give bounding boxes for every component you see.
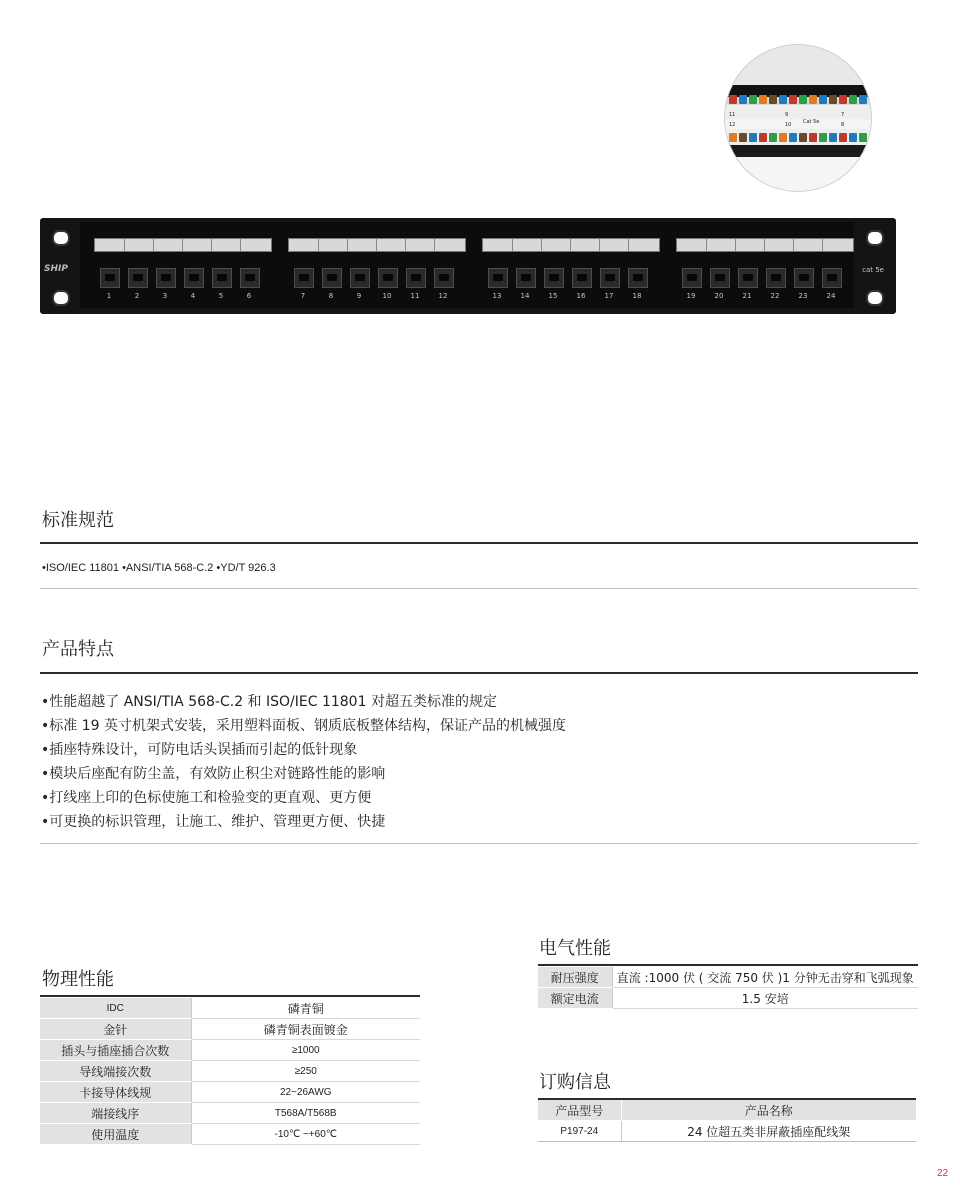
port-number: 9 [356,292,362,300]
wire-jack [749,133,757,142]
feature-item: •打线座上印的色标使施工和检验变的更直观、更方便 [41,790,372,806]
electrical-title: 电气性能 [539,938,611,959]
rj45-port [294,268,314,288]
spec-key: 耐压强度 [538,967,612,988]
spec-key: 金针 [40,1019,191,1040]
port-number: 17 [604,292,614,300]
wire-jack [829,95,837,104]
label-strip [288,238,466,252]
divider [40,588,918,589]
rj45-port [240,268,260,288]
electrical-table [538,967,918,1009]
zoom-label: 9 [785,112,789,118]
rj45-port [212,268,232,288]
port-number: 2 [134,292,140,300]
table-row [40,998,420,1019]
zoom-label: 8 [841,122,845,128]
table-row [40,1061,420,1082]
spec-key: 使用温度 [40,1124,191,1145]
rj45-port [766,268,786,288]
rj45-port [406,268,426,288]
ordering-table [538,1100,916,1142]
rj45-port [600,268,620,288]
table-row [40,1040,420,1061]
divider [40,672,918,674]
physical-title: 物理性能 [42,969,114,990]
rj45-port [572,268,592,288]
mount-hole [866,230,884,246]
port-number: 19 [686,292,696,300]
zoom-label: 12 [729,122,736,128]
wire-jack [819,133,827,142]
wire-jack [849,95,857,104]
wire-jack [799,95,807,104]
rj45-port [822,268,842,288]
port-number: 20 [714,292,724,300]
table-row [538,1121,916,1142]
port-number: 11 [410,292,420,300]
table-row [538,967,918,988]
mount-hole [52,230,70,246]
table-row [40,1082,420,1103]
mount-hole [866,290,884,306]
wire-jack [859,95,867,104]
rj45-port [628,268,648,288]
port-number: 7 [300,292,306,300]
rj45-port [434,268,454,288]
wire-jack [789,133,797,142]
rj45-port [516,268,536,288]
spec-value: 磷青铜表面镀金 [191,1019,420,1040]
wire-jack [789,95,797,104]
column-header: 产品型号 [538,1100,621,1121]
rj45-port [156,268,176,288]
column-header: 产品名称 [621,1100,916,1121]
port-number: 6 [246,292,252,300]
port-number: 23 [798,292,808,300]
rj45-port [100,268,120,288]
port-group [282,234,464,308]
wire-jack [729,133,737,142]
wire-jack [849,133,857,142]
mount-hole [52,290,70,306]
feature-item: •性能超越了 ANSI/TIA 568-C.2 和 ISO/IEC 11801 对超五类标准的规定 [41,694,497,710]
zoom-detail-image [724,44,872,192]
wire-jack [839,95,847,104]
wire-jack [759,133,767,142]
feature-item: •插座特殊设计，可防电话头误插而引起的低针现象 [41,742,358,758]
spec-value: 1.5 安培 [612,988,918,1009]
divider [40,542,918,544]
spec-value: 磷青铜 [191,998,420,1019]
wire-jack [829,133,837,142]
label-strip [676,238,854,252]
port-number: 3 [162,292,168,300]
port-group [476,234,658,308]
label-strip [94,238,272,252]
cat-label: cat 5e [862,266,884,274]
wire-jack [859,133,867,142]
rj45-port [378,268,398,288]
wire-jack [779,95,787,104]
panel-face [80,222,854,308]
rj45-port [184,268,204,288]
port-number: 5 [218,292,224,300]
spec-key: IDC [40,998,191,1019]
rj45-port [128,268,148,288]
spec-key: 导线端接次数 [40,1061,191,1082]
port-group [88,234,270,308]
feature-item: •模块后座配有防尘盖，有效防止积尘对链路性能的影响 [41,766,386,782]
wire-jack [739,95,747,104]
wire-jack [799,133,807,142]
port-number: 22 [770,292,780,300]
ordering-title: 订购信息 [539,1072,611,1093]
rj45-port [710,268,730,288]
zoom-label: 10 [785,122,792,128]
feature-item: •标准 19 英寸机架式安装，采用塑料面板、钢质底板整体结构，保证产品的机械强度 [41,718,566,734]
table-row [40,1103,420,1124]
rj45-port [350,268,370,288]
port-number: 1 [106,292,112,300]
name-cell: 24 位超五类非屏蔽插座配线架 [621,1121,916,1142]
physical-table [40,998,420,1145]
wire-jack [809,133,817,142]
spec-value: 22~26AWG [191,1082,420,1103]
port-number: 12 [438,292,448,300]
page-number: 22 [937,1168,949,1179]
rj45-port [322,268,342,288]
spec-value: ≥250 [191,1061,420,1082]
port-number: 18 [632,292,642,300]
divider [40,995,420,997]
wire-jack [759,95,767,104]
spec-value: 直流 :1000 伏 ( 交流 750 伏 )1 分钟无击穿和飞弧现象 [612,967,918,988]
port-number: 15 [548,292,558,300]
spec-key: 卡接导体线规 [40,1082,191,1103]
port-group [670,234,852,308]
table-row [40,1124,420,1145]
spec-value: T568A/T568B [191,1103,420,1124]
port-number: 10 [382,292,392,300]
table-row [40,1019,420,1040]
label-strip [482,238,660,252]
zoom-label: 7 [841,112,845,118]
spec-key: 额定电流 [538,988,612,1009]
model-cell: P197-24 [538,1121,621,1142]
spec-key: 插头与插座插合次数 [40,1040,191,1061]
patch-panel-image [40,218,896,314]
wire-jack [729,95,737,104]
feature-item: •可更换的标识管理，让施工、维护、管理更方便、快捷 [41,814,386,830]
wire-jack [769,133,777,142]
wire-jack [819,95,827,104]
spec-key: 端接线序 [40,1103,191,1124]
zoom-label: 11 [729,112,736,118]
standards-title: 标准规范 [42,510,114,531]
spec-value: -10℃ ~+60℃ [191,1124,420,1145]
features-title: 产品特点 [42,639,114,660]
rj45-port [682,268,702,288]
port-number: 14 [520,292,530,300]
wire-jack [839,133,847,142]
rj45-port [544,268,564,288]
table-row [538,988,918,1009]
rj45-port [738,268,758,288]
table-header-row [538,1100,916,1121]
spec-value: ≥1000 [191,1040,420,1061]
wire-jack [769,95,777,104]
divider [40,843,918,844]
wire-jack [739,133,747,142]
port-number: 16 [576,292,586,300]
divider [538,964,918,966]
wire-jack [779,133,787,142]
port-number: 8 [328,292,334,300]
standards-list: •ISO/IEC 11801 •ANSI/TIA 568-C.2 •YD/T 926.3 [42,562,276,574]
port-number: 21 [742,292,752,300]
wire-jack [809,95,817,104]
zoom-label: Cat 5e [803,119,820,125]
port-number: 13 [492,292,502,300]
port-number: 4 [190,292,196,300]
brand-logo: SHIP [44,264,68,274]
rj45-port [488,268,508,288]
rj45-port [794,268,814,288]
features-list [41,690,566,834]
port-number: 24 [826,292,836,300]
wire-jack [749,95,757,104]
